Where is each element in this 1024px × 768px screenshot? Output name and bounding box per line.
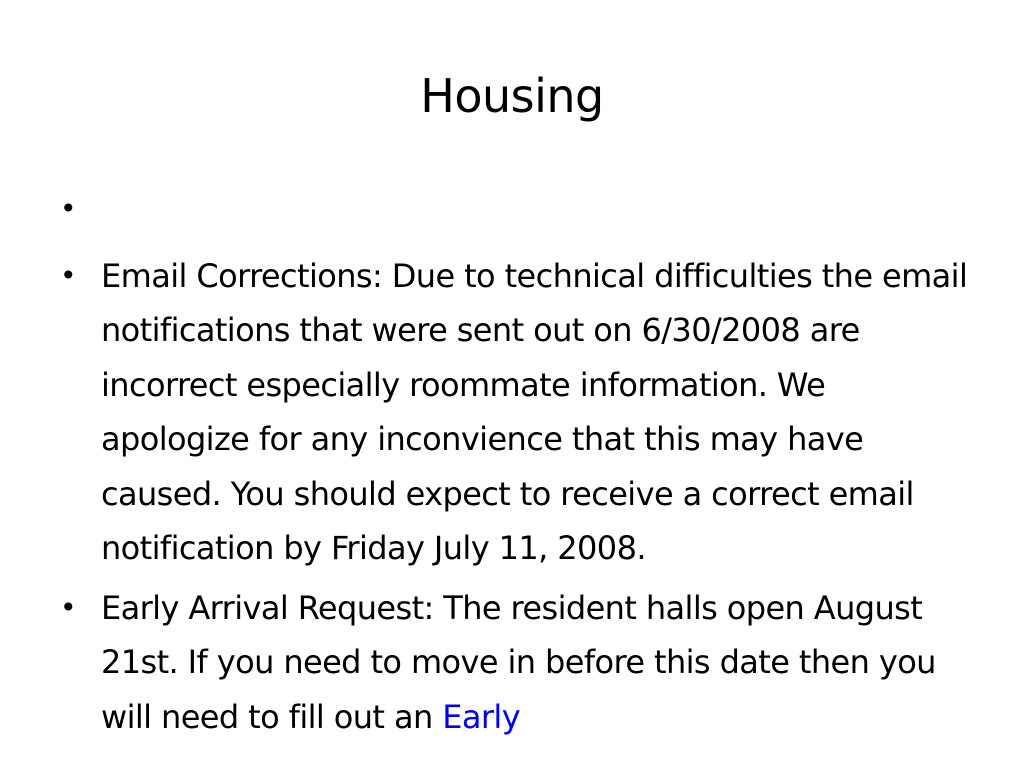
bullet-item-empty: [60, 182, 980, 237]
bullet-item-email-corrections: • Email Corrections: Due to technical difficulties the email notifications that were sent out on 6/30/2008 are incorrect especially roommate information. We apologize for any inconvience that this may have caused. You should expect to receive a correct email notification by Friday July 11, 2008.: [60, 249, 980, 576]
early-arrival-text: Early Arrival Request: The resident halls open August 21st. If you need to move in before this date then you will need to fill out an: [101, 588, 936, 736]
slide-title: Housing: [420, 69, 604, 123]
bullet-list: [60, 182, 980, 749]
early-arrival-link[interactable]: Early: [442, 697, 521, 736]
bullet-item-early-arrival: [60, 581, 980, 745]
